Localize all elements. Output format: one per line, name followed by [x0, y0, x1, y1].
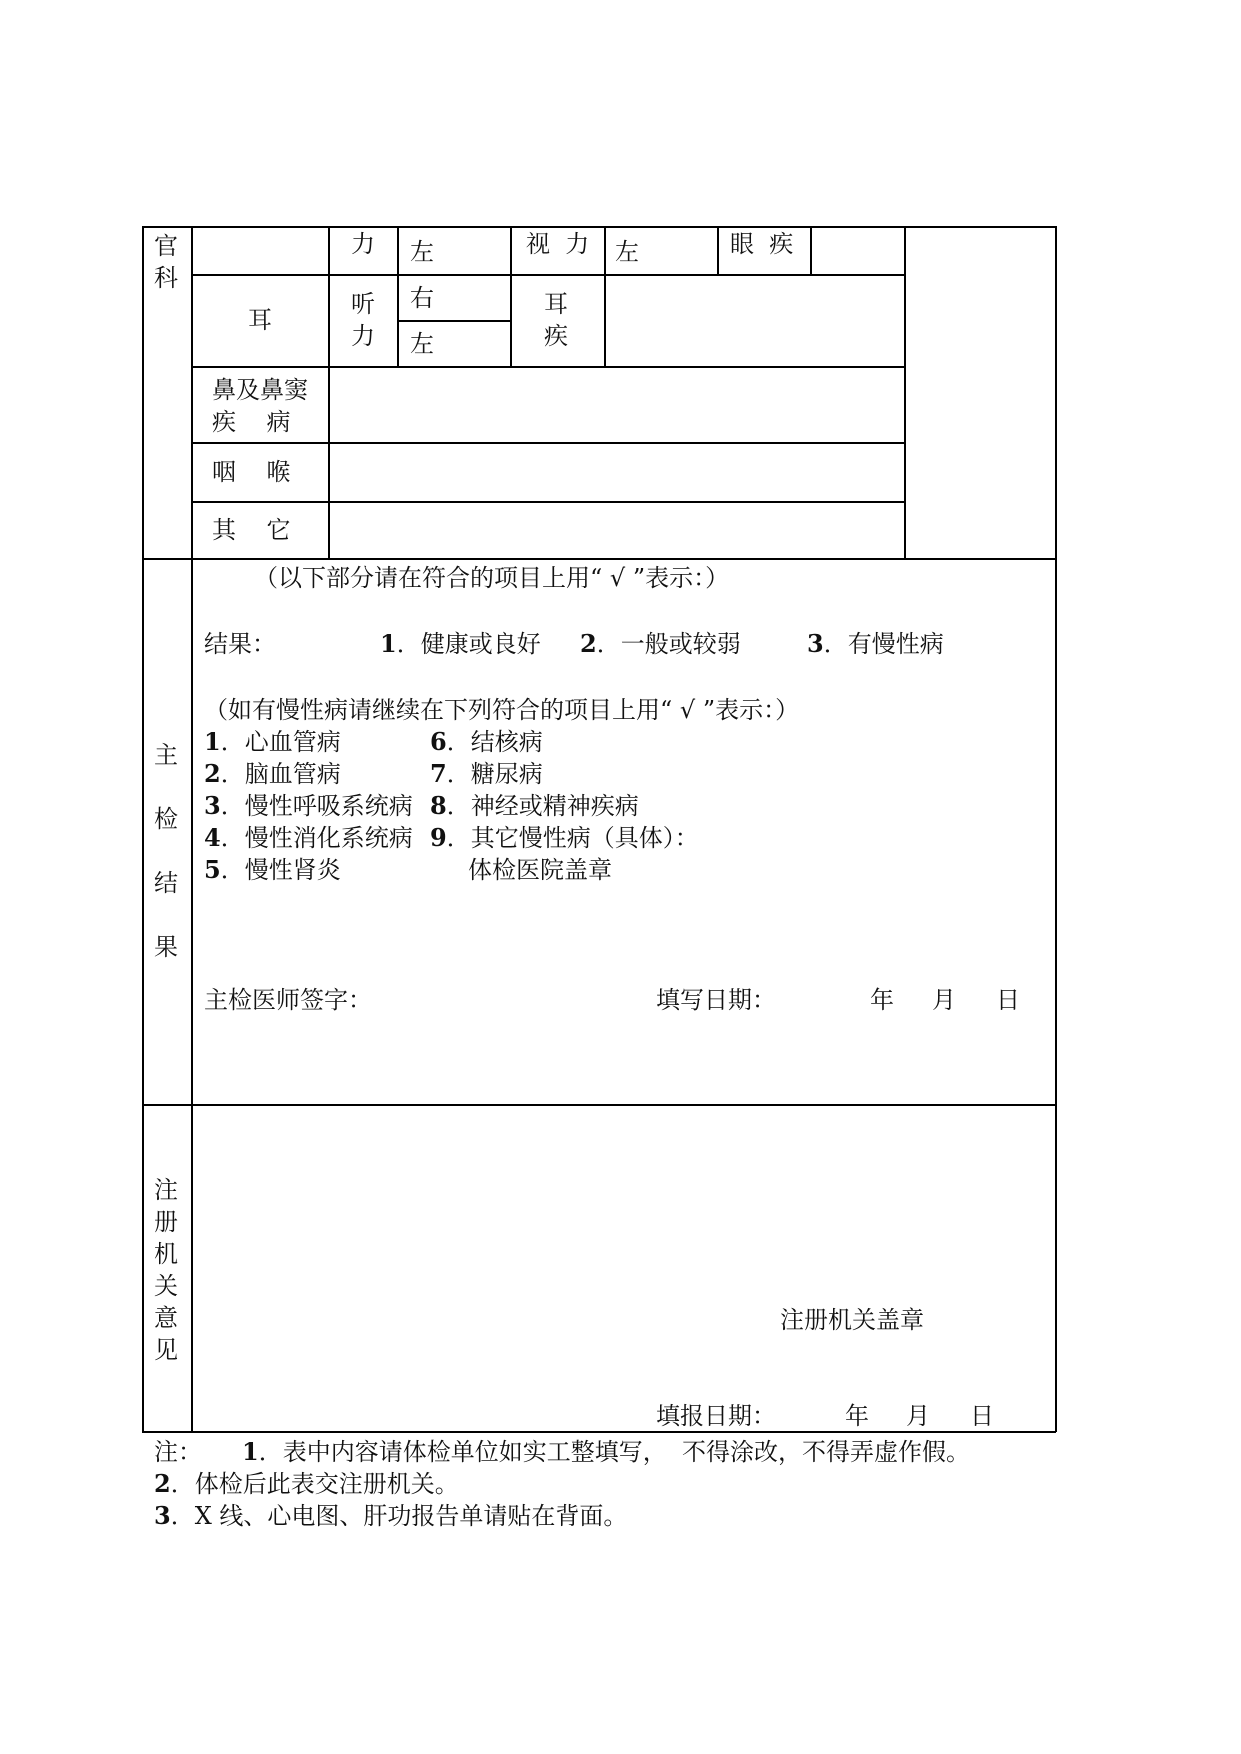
disease-text: 慢性呼吸系统病 — [244, 792, 413, 820]
report-date-month: 月 — [906, 1402, 930, 1430]
nose-label-line1: 鼻及鼻窦 — [212, 376, 308, 404]
check-instruction: （以下部分请在符合的项目上用“ √ ”表示：） — [254, 564, 730, 592]
col-divider-c — [510, 226, 512, 367]
disease-text: 慢性消化系统病 — [244, 824, 413, 852]
corrected-left-label: 左 — [615, 238, 639, 266]
table-border-right — [1055, 226, 1057, 1432]
note-item-2: 2．体检后此表交注册机关。 — [154, 1469, 459, 1498]
result-option-2: 2．一般或较弱 — [580, 629, 741, 658]
col-divider-e — [717, 226, 719, 275]
disease-text: 心血管病 — [244, 728, 341, 756]
disease-text: 其它慢性病（具体）： — [470, 824, 699, 852]
col-divider-f — [810, 226, 812, 275]
disease-text: 结核病 — [470, 728, 543, 756]
nose-label-line2: 疾 病 — [212, 408, 291, 436]
result-option-1: 1．健康或良好 — [380, 629, 541, 658]
ear-disease-label: 耳疾 — [544, 290, 568, 350]
col-divider-d — [604, 226, 606, 367]
disease-text: 脑血管病 — [244, 760, 341, 788]
note-text: X 线、心电图、肝功报告单请贴在背面。 — [194, 1502, 628, 1530]
fill-date-day: 日 — [996, 986, 1020, 1014]
report-date-day: 日 — [970, 1402, 994, 1430]
doctor-sign-label: 主检医师签字： — [204, 986, 372, 1014]
disease-item-8: 8．神经或精神疾病 — [430, 791, 639, 820]
disease-number: 7 — [430, 759, 447, 788]
disease-item-2: 2．脑血管病 — [204, 759, 341, 788]
fill-date-year: 年 — [870, 986, 894, 1014]
note-item-1: 1．表中内容请体检单位如实工整填写， 不得涂改，不得弄虚作假。 — [242, 1437, 970, 1466]
hearing-left-label: 左 — [410, 330, 434, 358]
option-text: 有慢性病 — [847, 630, 944, 658]
hospital-seal-label: 体检医院盖章 — [468, 856, 612, 884]
disease-item-9: 9．其它慢性病（具体）： — [430, 823, 699, 852]
chronic-instruction: （如有慢性病请继续在下列符合的项目上用“ √ ”表示：） — [204, 696, 800, 724]
disease-number: 4 — [204, 823, 221, 852]
disease-text: 神经或精神疾病 — [470, 792, 639, 820]
fill-date-month: 月 — [932, 986, 956, 1014]
result-label: 结果： — [204, 630, 276, 658]
option-number: 1 — [380, 629, 397, 658]
main-result-label: 主检结果 — [154, 741, 178, 961]
registration-seal-label: 注册机关盖章 — [780, 1306, 924, 1334]
row-divider-2 — [191, 366, 905, 368]
disease-item-5: 5．慢性肾炎 — [204, 855, 341, 884]
hearing-split-line — [397, 320, 511, 322]
hearing-label: 听力 — [351, 290, 375, 350]
disease-text: 慢性肾炎 — [244, 856, 341, 884]
vision-left-label: 左 — [410, 238, 434, 266]
row-divider-3 — [191, 442, 905, 444]
disease-number: 3 — [204, 791, 221, 820]
corrected-vision-label: 视 力 — [526, 230, 590, 258]
label-column-divider — [191, 226, 193, 1432]
disease-item-6: 6．结核病 — [430, 727, 543, 756]
row-divider-1 — [191, 274, 905, 276]
sense-right-divider — [904, 226, 906, 558]
disease-number: 2 — [204, 759, 221, 788]
throat-label: 咽 喉 — [212, 458, 291, 486]
registration-label: 注册机关意见 — [154, 1176, 178, 1364]
disease-item-7: 7．糖尿病 — [430, 759, 543, 788]
section-divider-1 — [142, 558, 1056, 560]
hearing-right-label: 右 — [410, 284, 434, 312]
disease-text: 糖尿病 — [470, 760, 543, 788]
note-number: 1 — [242, 1437, 259, 1466]
note-number: 3 — [154, 1501, 171, 1530]
note-number: 2 — [154, 1469, 171, 1498]
notes-prefix: 注： — [154, 1438, 202, 1466]
disease-number: 5 — [204, 855, 221, 884]
note-item-3: 3．X 线、心电图、肝功报告单请贴在背面。 — [154, 1501, 628, 1530]
disease-item-4: 4．慢性消化系统病 — [204, 823, 413, 852]
note-text: 体检后此表交注册机关。 — [194, 1470, 459, 1498]
other-label: 其 它 — [212, 516, 291, 544]
row-divider-4 — [191, 501, 905, 503]
col-divider-b — [397, 226, 399, 367]
table-border-left — [142, 226, 144, 1432]
table-border-bottom — [142, 1431, 1056, 1433]
disease-item-3: 3．慢性呼吸系统病 — [204, 791, 413, 820]
table-border-top — [142, 226, 1056, 228]
ear-label: 耳 — [248, 306, 272, 334]
disease-number: 1 — [204, 727, 221, 756]
report-date-year: 年 — [845, 1402, 869, 1430]
sense-section-label: 官科 — [154, 232, 178, 292]
col-divider-a — [328, 226, 330, 559]
disease-item-1: 1．心血管病 — [204, 727, 341, 756]
section-divider-2 — [142, 1104, 1056, 1106]
disease-number: 6 — [430, 727, 447, 756]
eye-disease-label: 眼 疾 — [730, 230, 794, 258]
option-number: 3 — [807, 629, 824, 658]
note-text: 表中内容请体检单位如实工整填写， 不得涂改，不得弄虚作假。 — [282, 1438, 970, 1466]
option-text: 一般或较弱 — [620, 630, 741, 658]
option-number: 2 — [580, 629, 597, 658]
result-option-3: 3．有慢性病 — [807, 629, 944, 658]
report-date-label: 填报日期： — [656, 1402, 776, 1430]
disease-number: 9 — [430, 823, 447, 852]
disease-number: 8 — [430, 791, 447, 820]
fill-date-label: 填写日期： — [656, 986, 776, 1014]
vision-partial-label: 力 — [351, 230, 375, 258]
option-text: 健康或良好 — [420, 630, 541, 658]
